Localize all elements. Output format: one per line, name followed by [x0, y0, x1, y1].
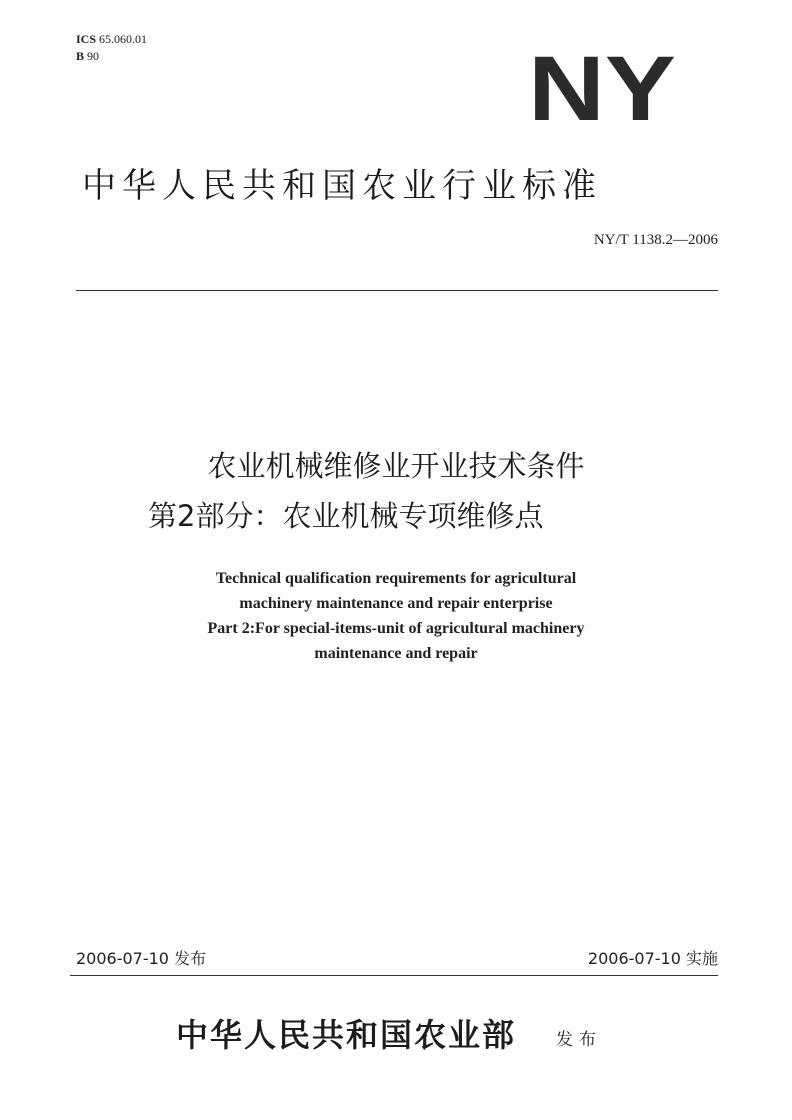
ny-logo — [528, 44, 678, 124]
class-line — [76, 48, 147, 65]
issuer-action: 发布 — [556, 1030, 602, 1050]
ics-line — [76, 31, 147, 48]
title-en-line1: Technical qualification requirements for agricultural — [215, 570, 577, 587]
title-en-line4: maintenance and repair — [314, 645, 478, 662]
footer-divider — [70, 975, 718, 976]
title-cn-line2: 第2部分：农业机械专项维修点 — [148, 499, 544, 533]
class-code: 90 — [87, 49, 100, 63]
standard-number: NY/T 1138.2—2006 — [593, 232, 718, 248]
title-en-line2: machinery maintenance and repair enterprise — [239, 595, 553, 612]
ny-logo-text: NY — [528, 44, 676, 124]
header-divider — [76, 290, 718, 291]
organization-title: 中华人民共和国农业行业标准 — [82, 166, 602, 206]
title-cn-line1: 农业机械维修业开业技术条件 — [207, 449, 585, 483]
class-label: B — [76, 49, 85, 63]
title-en-line3: Part 2:For special-items-unit of agricultural machinery — [207, 620, 585, 637]
ics-label: ICS — [76, 32, 97, 46]
issuer-name: 中华人民共和国农业部 — [176, 1016, 517, 1054]
ics-code: 65.060.01 — [99, 32, 148, 46]
classification-codes — [76, 31, 147, 65]
publish-date: 2006-07-10 发布 — [76, 949, 207, 968]
effective-date: 2006-07-10 实施 — [587, 949, 718, 968]
